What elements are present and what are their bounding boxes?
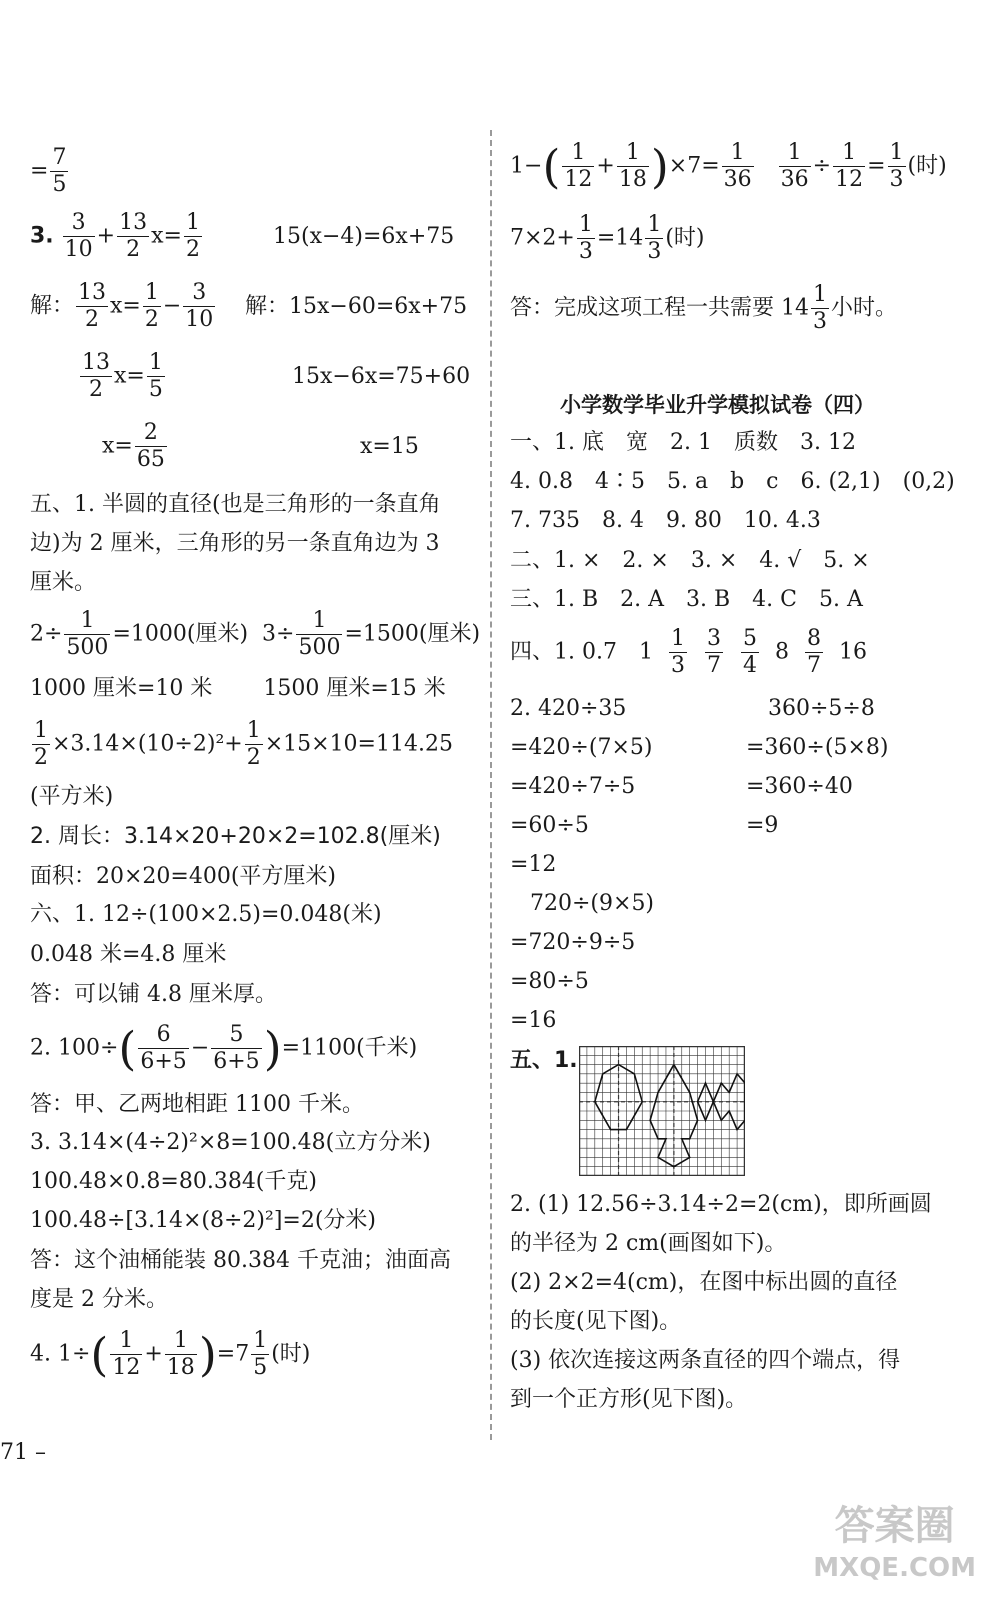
answer-line	[30, 1328, 310, 1381]
fraction	[76, 280, 108, 333]
answer-line: 一、1. 底 宽 2. 1 质数 3. 12	[510, 430, 856, 455]
denominator: 6+5	[140, 1049, 187, 1074]
page-number: 71 –	[0, 1440, 46, 1465]
text: 4. 1÷	[30, 1341, 91, 1367]
numerator: 1	[647, 212, 662, 237]
fraction	[577, 212, 595, 265]
fraction	[143, 280, 161, 333]
answer-line: 三、1. B 2. A 3. B 4. C 5. A	[510, 587, 863, 612]
paren-right: )	[263, 1021, 282, 1076]
text: 2. 100÷	[30, 1035, 119, 1061]
fraction	[80, 350, 112, 403]
paren-right: )	[650, 139, 669, 194]
equation-text: 解：15x−60=6x+75	[245, 294, 468, 319]
text: 解：	[30, 293, 75, 319]
answer-line	[102, 420, 169, 473]
text: +	[596, 153, 615, 179]
answer-line	[30, 608, 480, 661]
symmetry-grid-drawing	[579, 1046, 745, 1176]
denominator: 12	[835, 167, 864, 192]
fraction	[779, 140, 811, 193]
answer-line: 答：可以铺 4.8 厘米厚。	[30, 982, 277, 1007]
text: 8	[774, 639, 789, 665]
answer-line: =16	[510, 1008, 557, 1033]
denominator: 2	[89, 377, 103, 402]
text: 答：完成这项工程一共需要 14	[510, 295, 809, 321]
denominator: 2	[34, 745, 48, 770]
paren-right: )	[198, 1327, 217, 1382]
paren-left: (	[118, 1021, 137, 1076]
answer-line	[30, 1022, 417, 1075]
numerator: 1	[148, 350, 163, 375]
answer-line: =420÷7÷5	[510, 774, 636, 799]
text: 2. 周长：3.14×20+20×2=102.8(厘米)	[30, 824, 441, 849]
answer-line: 3. 3.14×(4÷2)²×8=100.48(立方分米)	[30, 1130, 431, 1155]
text: 四、1. 0.7 1	[510, 639, 653, 665]
answer-line	[30, 145, 70, 198]
numerator: 5	[211, 1022, 261, 1049]
fraction	[669, 626, 687, 679]
fraction	[245, 718, 263, 771]
denominator: 3	[889, 167, 904, 192]
watermark-url: MXQE.COM	[813, 1553, 976, 1583]
watermark-text: 答案圈	[834, 1503, 955, 1549]
denominator: 18	[618, 167, 647, 192]
denominator: 2	[85, 307, 100, 332]
answer-line	[30, 822, 441, 852]
numerator: 13	[119, 210, 148, 235]
numerator: 1	[813, 282, 827, 307]
denominator: 10	[185, 307, 214, 332]
text: (时)	[907, 153, 947, 179]
fraction	[811, 282, 829, 335]
text: −	[190, 1035, 210, 1061]
answer-line: (平方米)	[30, 784, 114, 809]
fraction	[617, 140, 649, 193]
text: x=	[114, 363, 145, 389]
numerator: 6	[138, 1022, 188, 1049]
numerator: 2	[135, 420, 167, 447]
fraction	[183, 280, 215, 333]
answer-line: 的半径为 2 cm(画图如下)。	[510, 1231, 787, 1256]
fraction	[211, 1022, 261, 1075]
denominator: 6+5	[213, 1049, 260, 1074]
answer-line	[510, 212, 704, 265]
text: +	[144, 1341, 163, 1367]
answer-line: 7. 735 8. 4 9. 80 10. 4.3	[510, 508, 821, 533]
fraction	[741, 626, 759, 679]
answer-line: 2. 420÷35	[510, 696, 627, 721]
numerator: 1	[253, 1328, 268, 1353]
numerator: 1	[722, 140, 754, 167]
denominator: 2	[246, 745, 261, 770]
text: ×3.14×(10÷2)²+	[52, 731, 243, 757]
text: =1100(千米)	[281, 1035, 418, 1061]
numerator: 7	[52, 145, 67, 170]
section-title: 小学数学毕业升学模拟试卷（四）	[560, 393, 875, 417]
answer-line: 到一个正方形(见下图)。	[510, 1387, 748, 1412]
item-number: 五、1.	[510, 1048, 578, 1073]
fraction	[888, 140, 906, 193]
answer-line: 的长度(见下图)。	[510, 1309, 682, 1334]
numerator: 1	[670, 626, 685, 651]
denominator: 3	[578, 239, 593, 264]
text: 小时。	[831, 295, 898, 321]
denominator: 500	[298, 635, 341, 660]
text: −	[162, 293, 182, 319]
fraction	[117, 210, 149, 263]
fraction	[138, 1022, 188, 1075]
fraction	[50, 145, 68, 198]
paren-left: (	[90, 1327, 109, 1382]
denominator: 7	[806, 653, 821, 678]
answer-line: =9	[746, 813, 779, 838]
numerator: 1	[779, 140, 811, 167]
watermark-logo	[813, 1505, 976, 1589]
answer-line: =360÷(5×8)	[746, 735, 889, 760]
text: =7	[216, 1341, 250, 1367]
answer-line	[30, 718, 453, 771]
answer-line: 360÷5÷8	[768, 696, 875, 721]
numerator: 1	[64, 608, 110, 635]
numerator: 3	[706, 626, 721, 651]
numerator: 5	[742, 626, 757, 651]
denominator: 65	[136, 447, 165, 472]
denominator: 4	[742, 653, 757, 678]
denominator: 2	[185, 237, 200, 262]
fraction	[805, 626, 823, 679]
denominator: 3	[647, 239, 662, 264]
fraction	[110, 1328, 142, 1381]
text: 7×2+	[510, 225, 575, 251]
numerator: 1	[34, 718, 48, 743]
fraction	[32, 718, 50, 771]
fraction	[135, 420, 167, 473]
text: x=	[151, 223, 182, 249]
answer-line: 厘米。	[30, 570, 97, 595]
text: 3÷	[262, 621, 295, 647]
answer-line: 100.48×0.8=80.384(千克)	[30, 1169, 317, 1194]
answer-line: 2. (1) 12.56÷3.14÷2=2(cm)，即所画圆	[510, 1192, 932, 1217]
fraction	[184, 210, 202, 263]
fraction	[722, 140, 754, 193]
denominator: 5	[253, 1355, 268, 1380]
text: +	[96, 223, 116, 249]
numerator: 1	[296, 608, 342, 635]
column-divider	[490, 130, 492, 1440]
denominator: 5	[52, 172, 67, 197]
equation-text: 15x−6x=75+60	[292, 364, 471, 389]
numerator: 8	[806, 626, 821, 651]
text: ÷	[812, 153, 832, 179]
paren-left: (	[542, 139, 561, 194]
equation-text: x=15	[360, 434, 419, 459]
answer-line: (2) 2×2=4(cm)，在图中标出圆的直径	[510, 1270, 898, 1295]
text: ×15×10=114.25	[264, 731, 453, 757]
answer-line	[510, 140, 947, 193]
answer-line: 边)为 2 厘米，三角形的另一条直角边为 3	[30, 531, 440, 556]
answer-line: =12	[510, 852, 557, 877]
numerator: 13	[82, 350, 110, 375]
fraction	[562, 140, 594, 193]
denominator: 5	[148, 377, 163, 402]
denominator: 12	[564, 167, 593, 192]
numerator: 1	[562, 140, 594, 167]
answer-line: 五、1. 半圆的直径(也是三角形的一条直角	[30, 492, 441, 517]
fraction	[64, 608, 110, 661]
answer-line	[30, 280, 217, 333]
numerator: 13	[78, 280, 107, 305]
answer-line: 度是 2 分米。	[30, 1287, 168, 1312]
answer-line: 六、1. 12÷(100×2.5)=0.048(米)	[30, 902, 382, 927]
numerator: 1	[110, 1328, 142, 1355]
answer-line: =420÷(7×5)	[510, 735, 653, 760]
answer-line: 0.048 米=4.8 厘米	[30, 942, 227, 967]
text: ×7=	[668, 153, 720, 179]
answer-line	[78, 350, 167, 403]
numerator: 1	[889, 140, 904, 165]
text: 2÷	[30, 621, 63, 647]
numerator: 3	[183, 280, 215, 307]
numerator: 1	[833, 140, 865, 167]
answer-line	[510, 626, 867, 679]
numerator: 3	[63, 210, 95, 237]
answer-line: (3) 依次连接这两条直径的四个端点，得	[510, 1348, 901, 1373]
denominator: 12	[112, 1355, 141, 1380]
numerator: 1	[144, 280, 159, 305]
answer-line: 答：这个油桶能装 80.384 千克油；油面高	[30, 1248, 451, 1273]
answer-line: =720÷9÷5	[510, 930, 636, 955]
answer-line: =80÷5	[510, 969, 589, 994]
denominator: 18	[166, 1355, 195, 1380]
answer-line: =360÷40	[746, 774, 853, 799]
text: x=	[110, 293, 141, 319]
numerator: 1	[617, 140, 649, 167]
fraction	[251, 1328, 269, 1381]
denominator: 500	[66, 635, 109, 660]
denominator: 3	[813, 309, 827, 334]
fraction	[296, 608, 342, 661]
fraction	[645, 212, 663, 265]
answer-line	[30, 210, 204, 263]
answer-line: 4. 0.8 4∶5 5. a b c 6. (2,1) (0,2)	[510, 469, 955, 494]
numerator: 1	[165, 1328, 197, 1355]
denominator: 3	[670, 653, 685, 678]
text: =1000(厘米)	[112, 621, 249, 647]
denominator: 36	[780, 167, 809, 192]
answer-line: 面积：20×20=400(平方厘米)	[30, 864, 337, 889]
text: (时)	[271, 1341, 311, 1367]
answer-line: 720÷(9×5)	[530, 891, 655, 916]
numerator: 1	[246, 718, 261, 743]
denominator: 7	[706, 653, 721, 678]
fraction	[147, 350, 165, 403]
denominator: 10	[64, 237, 93, 262]
numerator: 1	[185, 210, 200, 235]
answer-line	[510, 282, 897, 335]
equation-text: 15(x−4)=6x+75	[273, 224, 455, 249]
numerator: 1	[578, 212, 593, 237]
text: =	[30, 158, 49, 184]
fraction	[833, 140, 865, 193]
answer-line: =60÷5	[510, 813, 589, 838]
text: =1500(厘米)	[344, 621, 481, 647]
fraction	[63, 210, 95, 263]
denominator: 2	[126, 237, 141, 262]
fraction	[705, 626, 723, 679]
answer-line: 100.48÷[3.14×(8÷2)²]=2(分米)	[30, 1208, 377, 1233]
item-number: 3.	[30, 223, 54, 249]
denominator: 36	[723, 167, 752, 192]
fraction	[165, 1328, 197, 1381]
answer-line: 二、1. × 2. × 3. × 4. √ 5. ×	[510, 548, 870, 573]
text: 16	[838, 639, 867, 665]
denominator: 2	[144, 307, 159, 332]
answer-line: 答：甲、乙两地相距 1100 千米。	[30, 1092, 364, 1117]
text: (时)	[665, 225, 705, 251]
answer-line: 1000 厘米=10 米 1500 厘米=15 米	[30, 676, 446, 701]
text: =	[867, 153, 886, 179]
text: 1−	[510, 153, 543, 179]
text: =14	[596, 225, 644, 251]
text: x=	[102, 433, 133, 459]
